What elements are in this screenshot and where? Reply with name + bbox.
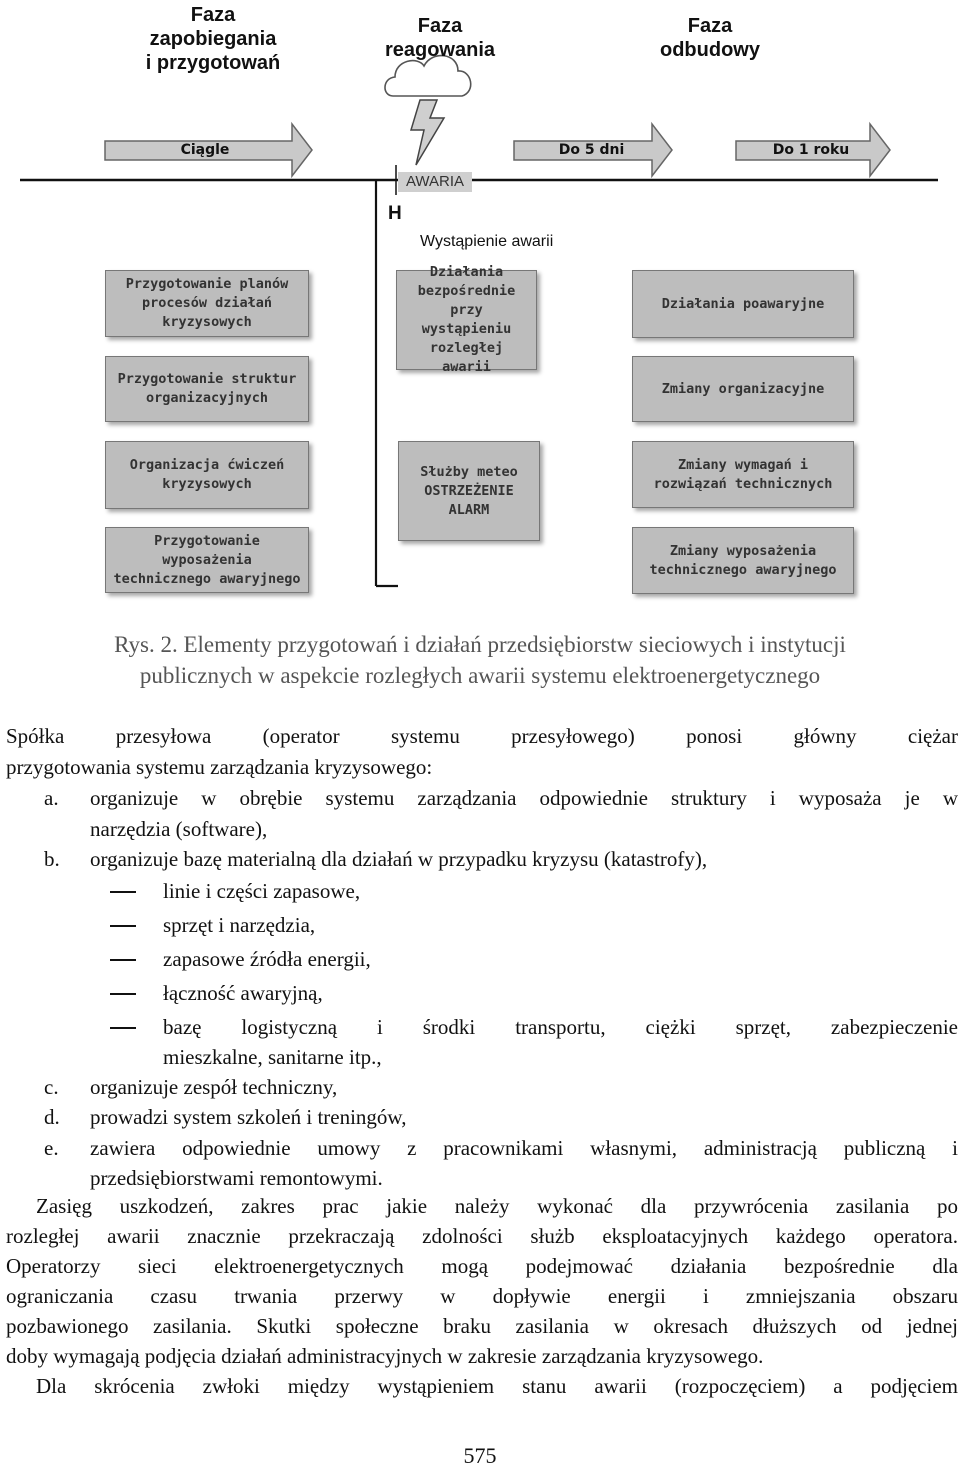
sub-item-1: linie i części zapasowe,	[163, 879, 361, 903]
paragraph-2-line-6: doby wymagają podjęcia działań administracyjnych w zakresie zarządzania kryzysowego.	[6, 1344, 764, 1368]
paragraph-3-line-1: Dla skrócenia zwłoki między wystąpieniem stanu awarii (rozpoczęciem) a podjęciem	[36, 1374, 958, 1398]
item-a-marker: a.	[44, 786, 59, 810]
awaria-label: AWARIA	[398, 172, 472, 192]
paragraph-2-line-4: ograniczania czasu trwania przerwy w dopływie energii i zmniejszania obszaru	[6, 1284, 958, 1308]
phase-response-title: Faza reagowania	[384, 15, 496, 61]
item-a-line-2: narzędzia (software),	[90, 817, 268, 841]
intro-line-1: Spółka przesyłowa (operator systemu przesyłowego) ponosi główny ciężar	[6, 724, 958, 748]
page-number: 575	[463, 1443, 497, 1468]
paragraph-2-line-1: Zasięg uszkodzeń, zakres prac jakie należy wykonać dla przywrócenia zasilania po	[36, 1194, 958, 1218]
item-e-line-2: przedsiębiorstwami remontowymi.	[90, 1166, 383, 1190]
diagram	[0, 0, 960, 600]
sub-item-2: sprzęt i narzędzia,	[163, 913, 316, 937]
dash-4	[110, 993, 136, 995]
h-marker: H	[388, 203, 402, 224]
event-label: Wystąpienie awarii	[420, 233, 554, 250]
dash-1	[110, 891, 136, 893]
box-organizacja-cwiczen: Organizacja ćwiczeń kryzysowych	[105, 441, 309, 509]
box-zmiany-organizacyjne: Zmiany organizacyjne	[632, 356, 854, 422]
paragraph-2-line-2: rozległej awarii znacznie przekraczają zdolności służb eksploatacyjnych każdego operatora.	[6, 1224, 958, 1248]
box-przygotowanie-planow: Przygotowanie planów procesów działań kryzysowych	[105, 270, 309, 337]
item-a-line-1: organizuje w obrębie systemu zarządzania odpowiednie struktury i wyposaża je w	[90, 786, 958, 810]
intro-line-2: przygotowania systemu zarządzania kryzysowego:	[6, 755, 433, 779]
phase-recovery-title: Faza odbudowy	[660, 15, 760, 61]
dash-5	[110, 1027, 136, 1029]
box-przygotowanie-wyposazenia: Przygotowanie wyposażenia technicznego awaryjnego	[105, 527, 309, 593]
sub-item-5: bazę logistyczną i środki transportu, ciężki sprzęt, zabezpieczenie	[163, 1015, 958, 1039]
item-c-marker: c.	[44, 1075, 59, 1099]
dash-2	[110, 925, 136, 927]
paragraph-2-line-3: Operatorzy sieci elektroenergetycznych mogą podejmować działania bezpośrednie dla	[6, 1254, 958, 1278]
box-zmiany-wyposazenia: Zmiany wyposażenia technicznego awaryjnego	[632, 527, 854, 594]
box-dzialania-bezposrednie: Działania bezpośrednie przy wystąpieniu rozległej awarii	[396, 270, 537, 370]
dash-3	[110, 959, 136, 961]
sub-item-5-cont: mieszkalne, sanitarne itp.,	[163, 1045, 382, 1069]
item-d-marker: d.	[44, 1105, 60, 1129]
arrow-label-do-1-roku: Do 1 roku	[772, 142, 850, 158]
item-d-line: prowadzi system szkoleń i treningów,	[90, 1105, 407, 1129]
paragraph-2-line-5: pozbawionego zasilania. Skutki społeczne braku zasilania w okresach dłuższych od jednej	[6, 1314, 958, 1338]
phase-prevention-title: Faza zapobiegania i przygotowań	[145, 4, 281, 74]
item-b-line-1: organizuje bazę materialną dla działań w przypadku kryzysu (katastrofy),	[90, 847, 708, 871]
box-zmiany-wymagan: Zmiany wymagań i rozwiązań technicznych	[632, 441, 854, 508]
box-sluzby-meteo: Służby meteo OSTRZEŻENIE ALARM	[398, 441, 540, 541]
figure-caption-line-1: Rys. 2. Elementy przygotowań i działań przedsiębiorstw sieciowych i instytucji	[114, 632, 846, 657]
item-c-line: organizuje zespół techniczny,	[90, 1075, 338, 1099]
sub-item-3: zapasowe źródła energii,	[163, 947, 371, 971]
item-b-marker: b.	[44, 847, 60, 871]
item-e-line-1: zawiera odpowiednie umowy z pracownikami własnymi, administracją publiczną i	[90, 1136, 958, 1160]
item-e-marker: e.	[44, 1136, 59, 1160]
arrow-label-do-5-dni: Do 5 dni	[558, 142, 625, 158]
box-dzialania-poawaryjne: Działania poawaryjne	[632, 270, 854, 338]
arrow-label-ciagle: Ciągle	[180, 142, 230, 158]
box-przygotowanie-struktur: Przygotowanie struktur organizacyjnych	[105, 356, 309, 422]
figure-caption-line-2: publicznych w aspekcie rozległych awarii systemu elektroenergetycznego	[139, 663, 821, 688]
sub-item-4: łączność awaryjną,	[163, 981, 323, 1005]
lightning-icon	[411, 100, 444, 165]
